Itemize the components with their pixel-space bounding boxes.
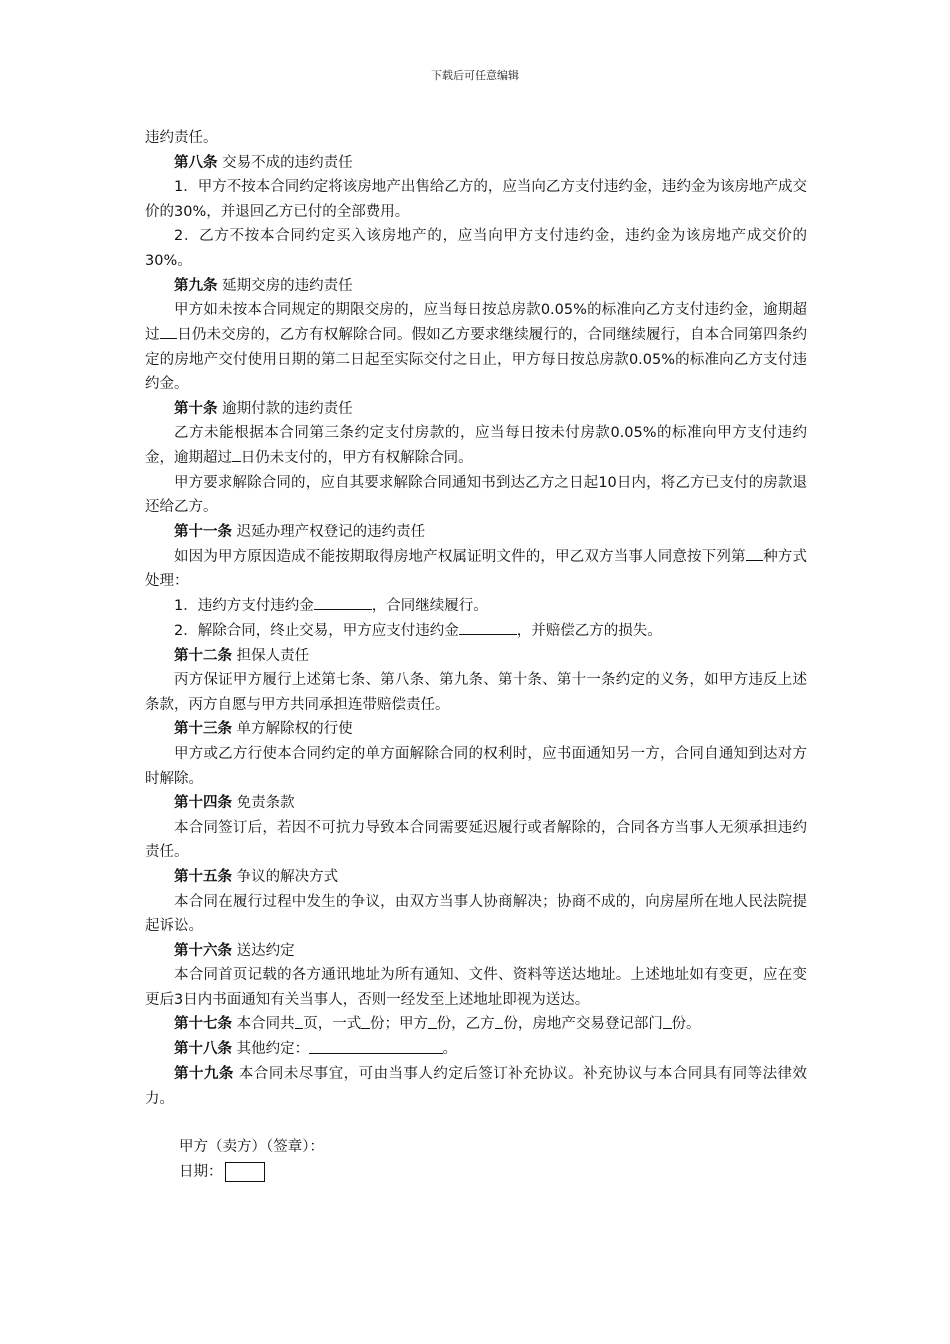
paragraph-text: 本合同首页记载的各方通讯地址为所有通知、文件、资料等送达地址。上述地址如有变更，应在变更后3日内书面通知有关当事人，否则一经发至上述地址即视为送达。 [145,967,807,1008]
paragraph-text: 份，房地产交易登记部门 [503,1016,663,1033]
article-title: 送达约定 [232,942,295,959]
paragraph-text: 本合同签订后，若因不可抗力导致本合同需要延迟履行或者解除的，合同各方当事人无须承担违约责任。 [145,819,807,861]
blank-field[interactable] [459,619,517,635]
paragraph [145,224,807,273]
article-title: 延期交房的违约责任 [217,277,353,294]
article-9-heading [145,274,807,299]
paragraph [145,816,807,865]
paragraph-text: 份。 [671,1016,701,1033]
paragraph-text: 丙方保证甲方履行上述第七条、第八条、第九条、第十条、第十一条约定的义务，如甲方违反上述条款，丙方自愿与甲方共同承担连带赔偿责任。 [145,672,807,713]
paragraph [145,545,807,594]
paragraph [145,619,807,644]
paragraph-text: 其他约定： [232,1041,310,1058]
article-number: 第十七条 [174,1016,232,1033]
paragraph [145,298,807,397]
blank-field[interactable] [232,446,241,462]
paragraph [145,668,807,717]
blank-field[interactable] [314,594,372,610]
paragraph-text: 。 [442,1041,457,1058]
article-number: 第十二条 [174,647,232,664]
paragraph [145,742,807,791]
paragraph [145,421,807,470]
paragraph [145,963,807,1012]
paragraph-text: 本合同未尽事宜，可由当事人约定后签订补充协议。补充协议与本合同具有同等法律效力。 [145,1066,808,1107]
paragraph-text: 份；甲方 [369,1016,428,1033]
paragraph-text: 违约责任。 [145,130,218,146]
paragraph-text: 2．解除合同，终止交易，甲方应支付违约金 [174,622,459,639]
paragraph-text: 页，一式 [303,1016,362,1033]
article-15-heading [145,865,807,890]
article-16-heading [145,939,807,964]
page-header: 下载后可任意编辑 [431,69,519,82]
paragraph-text: 本合同共 [232,1016,295,1033]
blank-field[interactable] [361,1012,370,1028]
article-title: 迟延办理产权登记的违约责任 [232,523,426,540]
article-number: 第十三条 [174,721,232,738]
paragraph-text: 1．甲方不按本合同约定将该房地产出售给乙方的，应当向乙方支付违约金，违约金为该房地产成交价的30%，并退回乙方已付的全部费用。 [145,179,807,220]
article-19 [145,1062,807,1111]
blank-field[interactable] [309,1037,442,1053]
paragraph [145,594,807,619]
date-line [145,1160,807,1185]
paragraph-text: 本合同在履行过程中发生的争议，由双方当事人协商解决；协商不成的，向房屋所在地人民法院提起诉讼。 [145,893,807,935]
article-17 [145,1012,807,1037]
article-number: 第八条 [174,154,218,171]
article-13-heading [145,717,807,742]
date-label: 日期： [179,1163,223,1180]
paragraph-text: 日仍未支付的，甲方有权解除合同。 [240,450,473,467]
date-input-box[interactable] [225,1162,265,1182]
paragraph-text: 1．违约方支付违约金 [174,598,314,615]
article-title: 交易不成的违约责任 [217,154,353,171]
article-12-heading [145,644,807,669]
article-10-heading [145,397,807,422]
paragraph [145,175,807,224]
paragraph-text: 甲方或乙方行使本合同约定的单方面解除合同的权利时，应书面通知另一方，合同自通知到达对方时解除。 [145,745,807,787]
paragraph-text: 甲方如未按本合同规定的期限交房的，应当每日按总房款0.05%的标准向乙方支付违约金，逾期超过 [145,302,807,343]
paragraph-text: ，并赔偿乙方的损失。 [516,622,662,639]
article-title: 争议的解决方式 [232,868,339,885]
article-8-heading [145,151,807,176]
blank-field[interactable] [663,1012,672,1028]
article-number: 第十五条 [174,868,232,885]
article-title: 逾期付款的违约责任 [217,400,353,417]
paragraph-text: 2．乙方不按本合同约定买入该房地产的，应当向甲方支付违约金，违约金为该房地产成交价的30%。 [145,228,807,269]
paragraph [145,126,807,151]
signature-label: 甲方（卖方）（签章）： [179,1139,324,1156]
blank-field[interactable] [160,323,177,339]
spacer [145,1111,807,1135]
article-title: 担保人责任 [232,647,310,664]
article-number: 第十四条 [174,795,232,812]
paragraph-text: 甲方要求解除合同的，应自其要求解除合同通知书到达乙方之日起10日内，将乙方已支付的房款退还给乙方。 [145,474,807,516]
article-number: 第九条 [174,277,218,294]
paragraph [145,890,807,939]
article-number: 第十条 [174,400,218,417]
article-number: 第十六条 [174,942,232,959]
party-a-signature-label [145,1135,807,1160]
article-number: 第十一条 [174,523,232,540]
paragraph [145,471,807,520]
paragraph-text: 种方式处理： [145,548,808,590]
article-title: 免责条款 [232,795,295,812]
article-title: 单方解除权的行使 [232,721,353,738]
article-number: 第十八条 [174,1041,232,1058]
paragraph-text: ，合同继续履行。 [371,598,488,615]
blank-field[interactable] [295,1012,304,1028]
article-18 [145,1037,807,1062]
blank-field[interactable] [428,1012,437,1028]
paragraph-text: 如因为甲方原因造成不能按期取得房地产权属证明文件的，甲乙双方当事人同意按下列第 [174,548,746,565]
contract-body [145,126,807,1184]
paragraph-text: 份，乙方 [436,1016,495,1033]
paragraph-text: 日仍未交房的，乙方有权解除合同。假如乙方要求继续履行的，合同继续履行，自本合同第四条约定的房地产交付使用日期的第二日起至实际交付之日止，甲方每日按总房款0.05%的标准向乙方支付违约金。 [145,326,808,393]
paragraph-text: 乙方未能根据本合同第三条约定支付房款的，应当每日按未付房款0.05%的标准向甲方支付违约金，逾期超过 [145,425,807,467]
article-14-heading [145,791,807,816]
article-11-heading [145,520,807,545]
blank-field[interactable] [746,545,763,561]
article-number: 第十九条 [174,1066,234,1083]
